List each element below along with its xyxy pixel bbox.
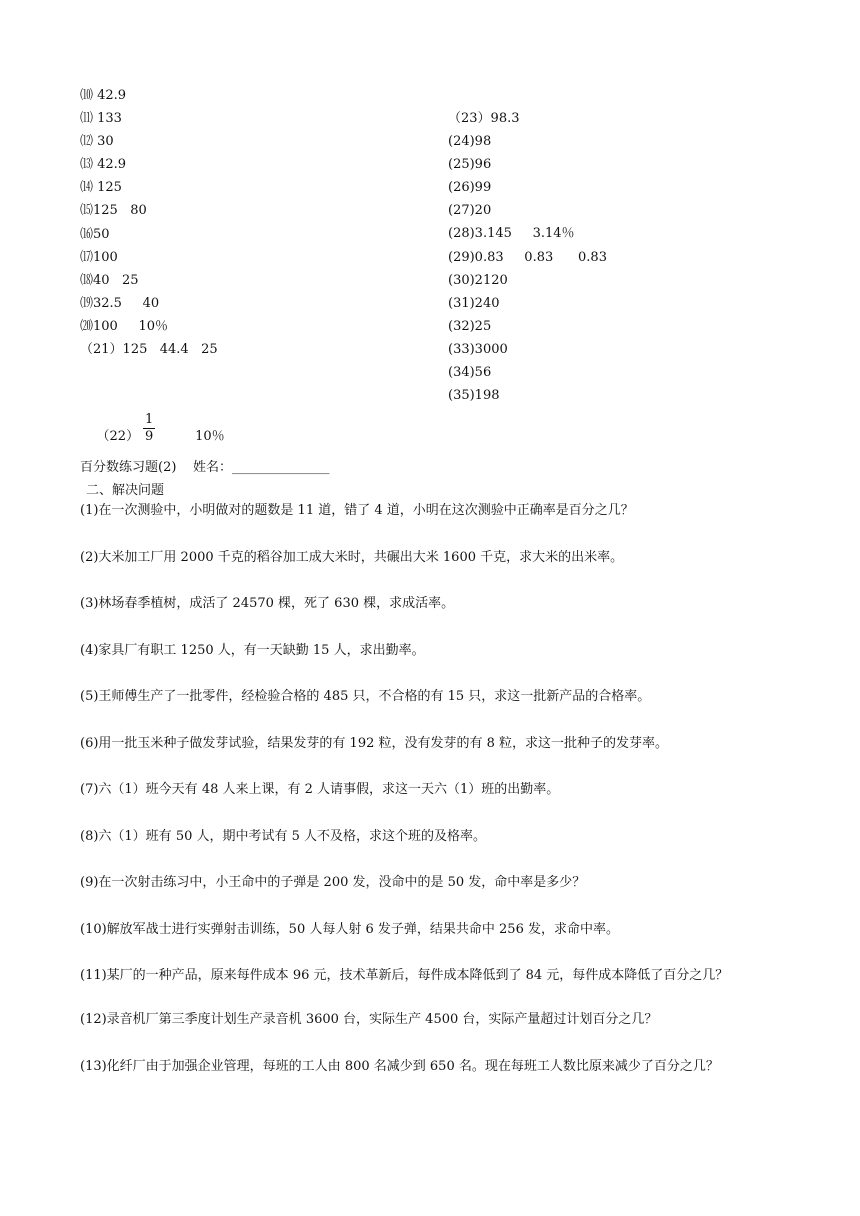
answer-line: (34)56 [448,365,492,381]
answer-line: ⑿ 30 [80,134,114,150]
answer-22-percent: 10％ [195,429,225,444]
problem-item: (1)在一次测验中，小明做对的题数是 11 道，错了 4 道，小明在这次测验中正确率是百分之几？ [80,503,634,518]
problem-item: (4)家具厂有职工 1250 人，有一天缺勤 15 人，求出勤率。 [80,642,425,658]
answer-line: ⑽ 42.9 [80,88,127,103]
problem-item: (9)在一次射击练习中，小王命中的子弹是 200 发，没命中的是 50 发，命中率是多少？ [80,875,586,890]
problem-item: (12)录音机厂第三季度计划生产录音机 3600 台，实际生产 4500 台，实际产量超过计划百分之几？ [80,1012,658,1027]
answer-line: (35)198 [448,388,500,404]
answer-line: (31)240 [448,295,500,311]
answer-line: ⒀ 42.9 [80,157,127,173]
answer-line: （23）98.3 [448,111,520,126]
problem-item: (2)大米加工厂用 2000 千克的稻谷加工成大米时，共碾出大米 1600 千克，求大米的出米率。 [80,549,624,565]
worksheet-header: 百分数练习题(2) 姓名：_______________ [80,460,330,475]
answer-line: (24)98 [448,134,492,150]
problem-item: (5)王师傅生产了一批零件，经检验合格的 485 只，不合格的有 15 只，求这一批新产品的合格率。 [80,689,651,704]
section-title: 二、解决问题 [86,483,165,498]
fraction [143,413,155,444]
problem-item: (6)用一批玉米种子做发芽试验，结果发芽的有 192 粒，没有发芽的有 8 粒，求这一批种子的发芽率。 [80,735,669,751]
problem-list [80,499,780,1099]
fraction-denominator: 9 [144,429,154,444]
answers-left-column [80,86,440,363]
problem-item: (7)六（1）班今天有 48 人来上课，有 2 人请事假，求这一天六（1）班的出勤率。 [80,782,560,797]
answer-line: (32)25 [448,318,492,334]
problem-item: (8)六（1）班有 50 人，期中考试有 5 人不及格，求这个班的及格率。 [80,828,487,844]
answer-line: （21）125 44.4 25 [80,342,218,358]
answer-22-line [80,396,225,444]
problem-item: (11)某厂的一种产品，原来每件成本 96 元，技术革新后，每件成本降低到了 84 元，每件成本降低了百分之几？ [80,968,729,983]
problem-item: (13)化纤厂由于加强企业管理，每班的工人由 800 名减少到 650 名。现在每班工人数比原来减少了百分之几？ [80,1058,719,1074]
answer-line: (33)3000 [448,341,508,357]
answer-line: ⒅40 25 [80,272,139,288]
answer-line: ⒇100 10％ [80,318,169,334]
answer-line: (27)20 [448,203,492,219]
answer-line: ⒂125 80 [80,203,147,219]
problem-item: (3)林场春季植树，成活了 24570 棵，死了 630 棵，求成活率。 [80,596,455,611]
answer-line: ⑾ 133 [80,111,122,127]
answers-right-column [448,109,808,409]
answer-line: (29)0.83 0.83 0.83 [448,249,607,265]
answer-line: (30)2120 [448,272,508,288]
problem-item: (10)解放军战士进行实弹射击训练，50 人每人射 6 发子弹，结果共命中 256 发，求命中率。 [80,921,619,937]
answer-line: ⒄100 [80,249,118,265]
answer-line: (25)96 [448,157,492,173]
answer-line: ⒃50 [80,226,110,242]
answer-line: ⒁ 125 [80,180,122,196]
answer-line: (26)99 [448,180,492,196]
answer-line: (28)3.145 3.14％ [448,226,575,242]
answer-22-label: （22） [96,429,140,444]
fraction-numerator: 1 [144,412,154,427]
answer-line: ⒆32.5 40 [80,295,160,311]
